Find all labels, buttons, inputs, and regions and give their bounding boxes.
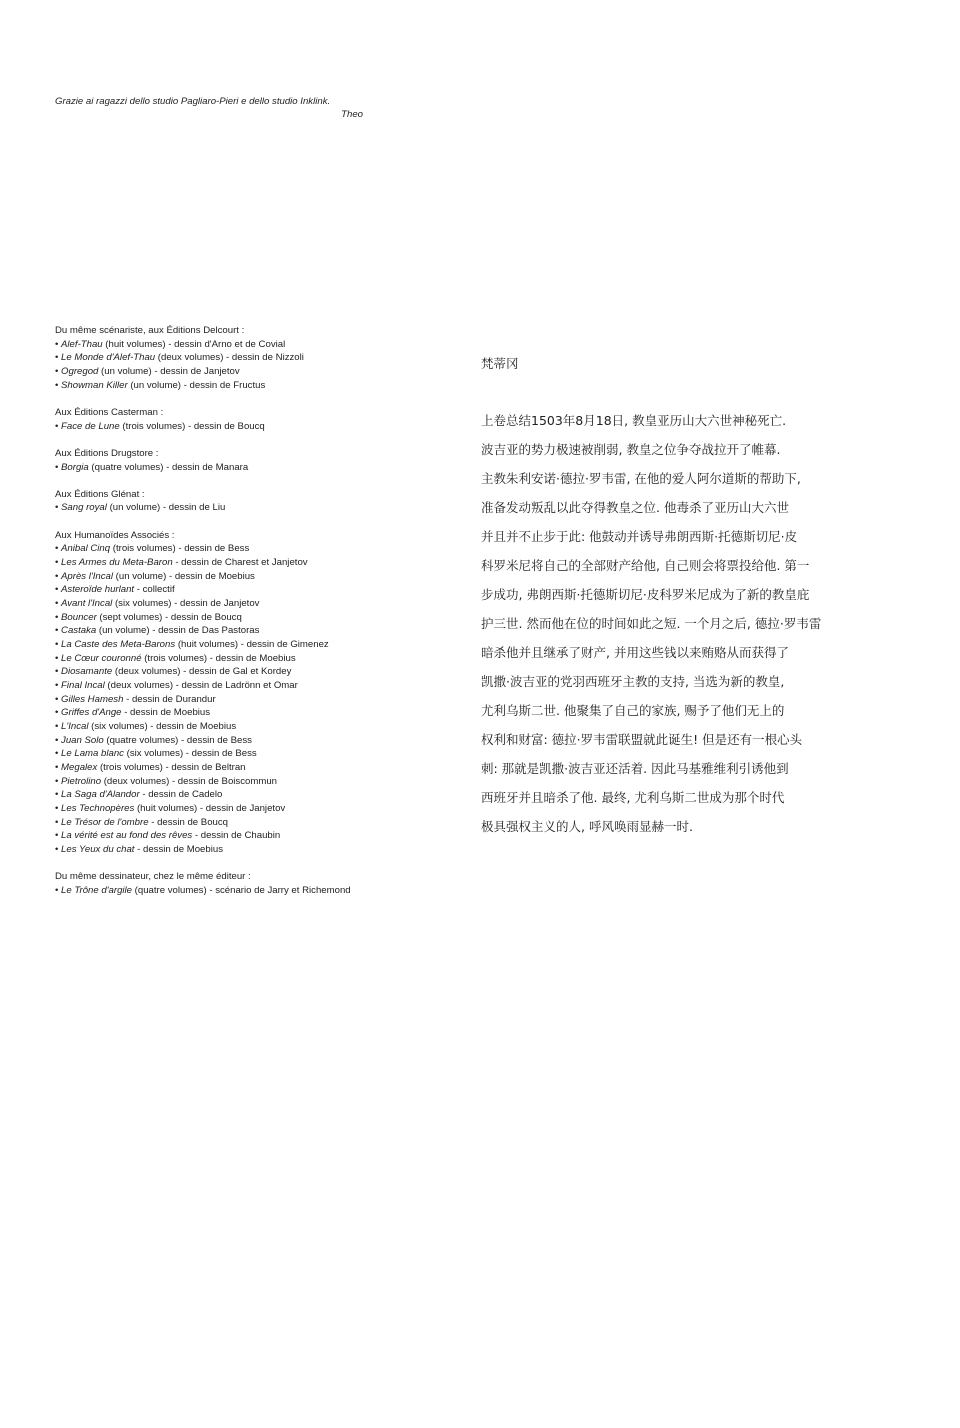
synopsis-line: 步成功, 弗朗西斯·托德斯切尼·皮科罗米尼成为了新的教皇庇 [481,587,810,602]
section-heading: Aux Humanoïdes Associés : [55,529,175,541]
book-entry [55,843,455,857]
book-detail: - dessin de Moebius [121,707,211,719]
bullet-icon: • [55,420,62,432]
book-detail: (un volume) - dessin de Janjetov [98,365,240,377]
book-entry [55,775,455,789]
bibliography-section [55,529,455,857]
book-entry [55,379,455,393]
synopsis-line: 暗杀他并且继承了财产, 并用这些钱以来贿赂从而获得了 [481,645,789,660]
book-entry [55,461,455,475]
book-title: Bouncer [61,611,97,623]
section-heading: Du même scénariste, aux Éditions Delcourt : [55,325,245,336]
synopsis [481,412,921,847]
bullet-icon: • [55,734,62,746]
book-detail: (trois volumes) - dessin de Moebius [141,652,296,664]
book-detail: (quatre volumes) - scénario de Jarry et Richemond [132,884,351,896]
book-detail: - dessin de Boucq [148,816,229,828]
synopsis-line: 极具强权主义的人, 呼风唤雨显赫一时. [481,819,693,834]
bibliography-section [55,324,455,392]
book-entry [55,583,455,597]
book-entry [55,788,455,802]
book-entry [55,570,455,584]
bullet-icon: • [55,802,62,814]
book-title: Showman Killer [61,379,128,391]
book-entry [55,679,455,693]
bullet-icon: • [55,843,62,855]
bullet-icon: • [55,816,62,828]
bullet-icon: • [55,720,62,732]
bullet-icon: • [55,830,62,842]
synopsis-line: 上卷总结1503年8月18日, 教皇亚历山大六世神秘死亡. [481,413,787,428]
book-entry [55,747,455,761]
translator-credit: 梵蒂冈 [481,356,519,371]
book-detail: (huit volumes) - dessin d'Arno et de Covial [102,338,286,350]
book-detail: (trois volumes) - dessin de Bess [110,543,250,555]
bullet-icon: • [55,652,62,664]
book-detail: - dessin de Cadelo [139,789,223,801]
book-title: Sang royal [61,502,107,514]
book-entry [55,829,455,843]
book-entry [55,420,455,434]
book-title: Le Cœur couronné [61,652,142,664]
book-detail: (deux volumes) - dessin de Ladrönn et Omar [104,680,298,691]
book-title: Les Yeux du chat [61,843,135,855]
book-detail: (un volume) - dessin de Moebius [113,570,255,582]
synopsis-line: 刺: 那就是凯撒·波吉亚还活着. 因此马基雅维利引诱他到 [481,761,789,776]
bullet-icon: • [55,748,62,760]
book-title: Avant l'Incal [61,598,113,610]
book-entry [55,542,455,556]
synopsis-line: 主教朱利安诺·德拉·罗韦雷, 在他的爱人阿尔道斯的帮助下, [481,471,801,486]
book-title: Anibal Cinq [61,543,111,555]
bullet-icon: • [55,584,62,596]
book-title: Les Technopères [61,802,135,814]
book-title: Borgia [61,461,89,473]
bullet-icon: • [55,789,62,801]
book-entry [55,665,455,679]
book-title: Griffes d'Ange [61,707,122,719]
book-entry [55,761,455,775]
bullet-icon: • [55,598,62,610]
bullet-icon: • [55,570,62,582]
book-title: Diosamante [61,666,113,678]
book-detail: (six volumes) - dessin de Moebius [88,720,237,732]
book-detail: (huit volumes) - dessin de Gimenez [175,639,329,651]
book-title: La Saga d'Alandor [61,789,140,801]
bullet-icon: • [55,775,62,787]
book-entry [55,638,455,652]
book-title: La vérité est au fond des rêves [61,830,193,842]
book-detail: - dessin de Chaubin [192,830,281,842]
bullet-icon: • [55,761,62,773]
book-entry [55,365,455,379]
book-entry [55,652,455,666]
book-title: Gilles Hamesh [61,693,124,705]
book-entry [55,706,455,720]
book-detail: (huit volumes) - dessin de Janjetov [134,802,286,814]
book-entry [55,556,455,570]
bullet-icon: • [55,707,62,719]
book-detail: (deux volumes) - dessin de Boiscommun [101,775,277,787]
book-entry [55,501,455,515]
book-entry [55,351,455,365]
book-entry [55,816,455,830]
book-title: Le Trésor de l'ombre [61,816,149,828]
bullet-icon: • [55,352,62,364]
book-entry [55,338,455,352]
bullet-icon: • [55,557,62,569]
book-title: Pietrolino [61,775,102,787]
book-entry [55,597,455,611]
section-heading: Aux Éditions Glénat : [55,488,145,500]
synopsis-line: 并且并不止步于此: 他鼓动并诱导弗朗西斯·托德斯切尼·皮 [481,529,798,544]
acknowledgements [55,95,363,121]
book-detail: (un volume) - dessin de Fructus [127,379,266,391]
bullet-icon: • [55,338,62,350]
book-title: Juan Solo [61,734,104,746]
bullet-icon: • [55,884,62,896]
synopsis-line: 准备发动叛乱以此夺得教皇之位. 他毒杀了亚历山大六世 [481,500,789,515]
book-detail: (six volumes) - dessin de Bess [123,748,257,760]
synopsis-line: 波吉亚的势力极速被削弱, 教皇之位争夺战拉开了帷幕. [481,442,781,457]
book-detail: (deux volumes) - dessin de Nizzoli [155,352,304,364]
book-detail: (sept volumes) - dessin de Boucq [96,611,242,623]
book-entry [55,720,455,734]
bullet-icon: • [55,543,62,555]
book-title: Le Monde d'Alef-Thau [61,352,156,364]
synopsis-line: 科罗米尼将自己的全部财产给他, 自己则会将票投给他. 第一 [481,558,810,573]
book-detail: - dessin de Durandur [123,693,216,705]
book-detail: - collectif [134,584,175,596]
author-signature: Theo [341,109,363,120]
bibliography-section [55,447,455,474]
bibliography [55,324,455,911]
section-heading: Du même dessinateur, chez le même éditeur : [55,871,251,883]
book-entry [55,802,455,816]
bullet-icon: • [55,666,62,678]
bullet-icon: • [55,639,62,651]
book-detail: (trois volumes) - dessin de Beltran [97,761,246,773]
bibliography-section [55,406,455,433]
book-title: Asteroïde hurlant [61,584,135,596]
book-title: Final Incal [61,680,105,691]
book-title: Castaka [61,625,97,637]
bullet-icon: • [55,611,62,623]
book-entry [55,884,455,898]
bullet-icon: • [55,365,62,377]
synopsis-line: 尤利乌斯二世. 他聚集了自己的家族, 赐予了他们无上的 [481,703,785,718]
bullet-icon: • [55,461,62,473]
synopsis-line: 护三世. 然而他在位的时间如此之短. 一个月之后, 德拉·罗韦雷 [481,616,822,631]
bullet-icon: • [55,379,62,391]
section-heading: Aux Éditions Drugstore : [55,447,159,459]
book-entry [55,611,455,625]
book-title: La Caste des Meta-Barons [61,639,176,651]
book-detail: (quatre volumes) - dessin de Manara [88,461,249,473]
book-title: Ogregod [61,365,99,377]
book-title: Après l'Incal [61,570,113,582]
book-entry [55,734,455,748]
section-heading: Aux Éditions Casterman : [55,406,164,418]
bullet-icon: • [55,680,62,691]
bibliography-section [55,488,455,515]
synopsis-line: 凯撒·波吉亚的党羽西班牙主教的支持, 当选为新的教皇, [481,674,785,689]
book-detail: - dessin de Moebius [134,843,223,855]
bullet-icon: • [55,693,62,705]
synopsis-line: 权利和财富: 德拉·罗韦雷联盟就此诞生! 但是还有一根心头 [481,732,803,747]
book-detail: (un volume) - dessin de Das Pastoras [96,625,260,637]
book-title: Les Armes du Meta-Baron [61,557,173,569]
bibliography-section [55,870,455,897]
book-title: Le Trône d'argile [61,884,133,896]
synopsis-line: 西班牙并且暗杀了他. 最终, 尤利乌斯二世成为那个时代 [481,790,785,805]
book-entry [55,693,455,707]
book-title: Face de Lune [61,420,120,432]
book-entry [55,624,455,638]
book-title: Megalex [61,761,98,773]
book-detail: (six volumes) - dessin de Janjetov [112,598,260,610]
book-title: Alef-Thau [61,338,103,350]
bullet-icon: • [55,502,62,514]
book-detail: - dessin de Charest et Janjetov [172,557,308,569]
bullet-icon: • [55,625,62,637]
book-title: Le Lama blanc [61,748,124,760]
thanks-line: Grazie ai ragazzi dello studio Pagliaro-Pieri e dello studio Inklink. [55,96,331,107]
book-detail: (quatre volumes) - dessin de Bess [103,734,252,746]
book-detail: (un volume) - dessin de Liu [106,502,226,514]
book-title: L'Incal [61,720,89,732]
book-detail: (trois volumes) - dessin de Boucq [119,420,265,432]
book-detail: (deux volumes) - dessin de Gal et Kordey [112,666,292,678]
